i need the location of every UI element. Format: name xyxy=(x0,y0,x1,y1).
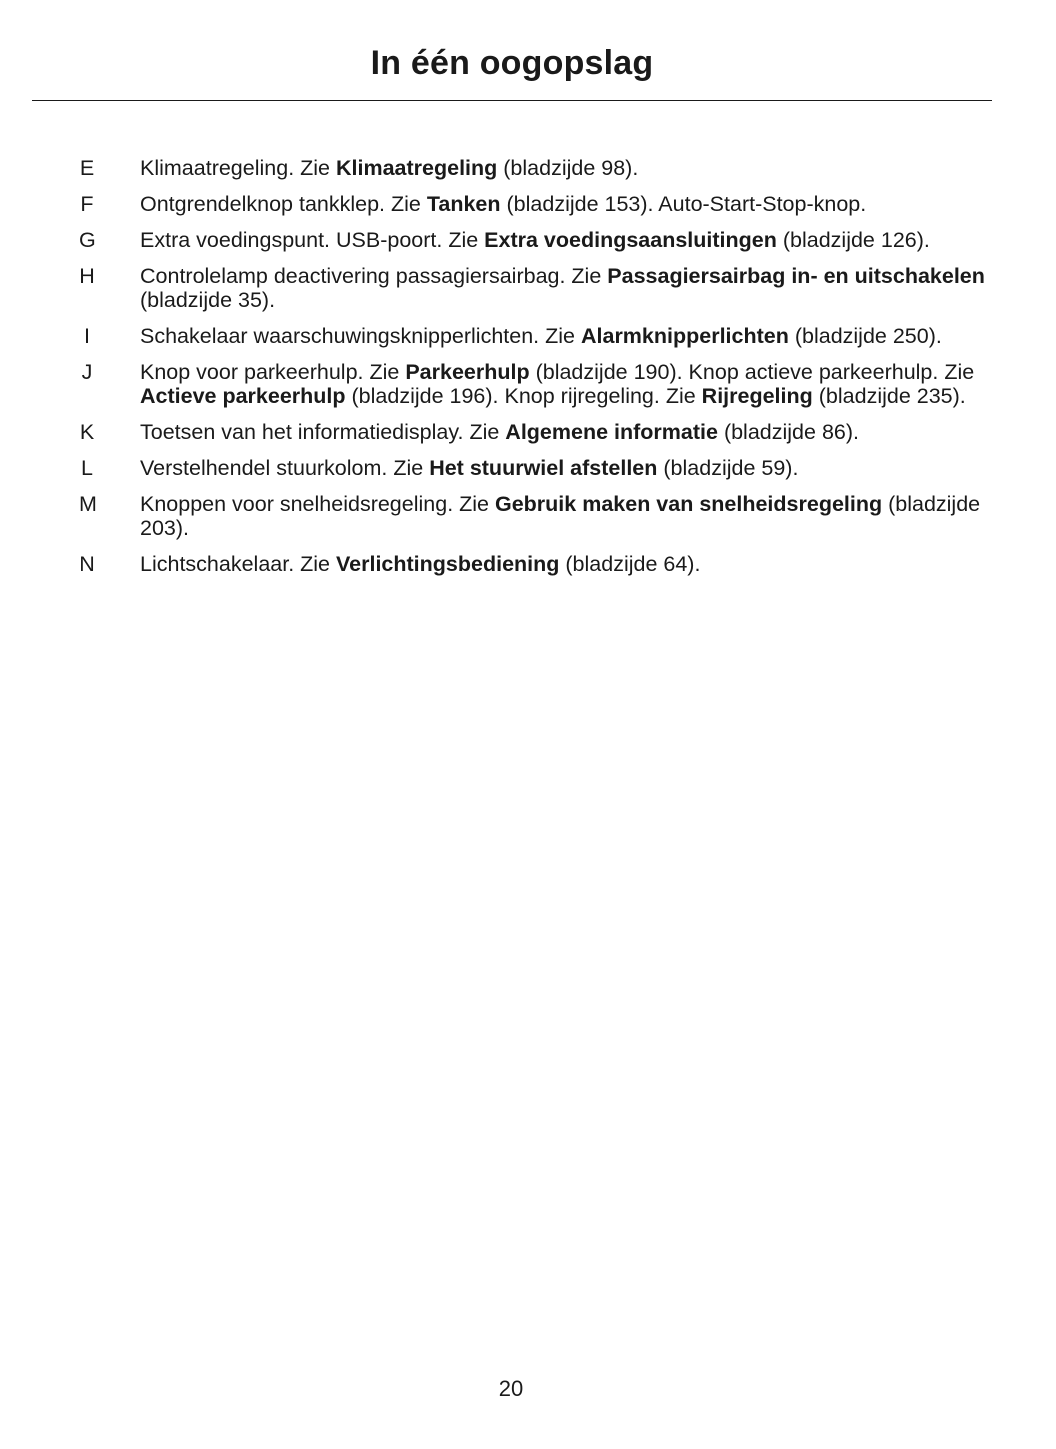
legend-description xyxy=(140,360,990,408)
legend-description xyxy=(140,228,990,252)
cross-reference-title: Het stuurwiel afstellen xyxy=(429,456,658,480)
legend-description xyxy=(140,492,990,540)
description-text: (bladzijde 190). Knop actieve parkeerhulp. Zie xyxy=(529,360,975,384)
legend-item xyxy=(0,456,1000,480)
cross-reference-title: Gebruik maken van snelheidsregeling xyxy=(494,492,883,516)
cross-reference-title: Rijregeling xyxy=(701,384,813,408)
title-divider xyxy=(32,100,992,101)
legend-description xyxy=(140,552,990,576)
legend-letter: I xyxy=(84,324,90,348)
legend-description xyxy=(140,156,990,180)
legend-letter: E xyxy=(79,156,95,180)
description-text: Schakelaar waarschuwingsknipperlichten. Zie xyxy=(140,324,581,348)
cross-reference-title: Alarmknipperlichten xyxy=(580,324,789,348)
description-text: (bladzijde 35). xyxy=(140,288,276,312)
legend-letter: N xyxy=(79,552,95,576)
description-text: (bladzijde 86). xyxy=(717,420,859,444)
description-text: (bladzijde 64). xyxy=(559,552,701,576)
cross-reference-title: Klimaatregeling xyxy=(335,156,498,180)
cross-reference-title: Algemene informatie xyxy=(505,420,718,444)
legend-letter: K xyxy=(79,420,95,444)
cross-reference-title: Tanken xyxy=(426,192,501,216)
description-text: Verstelhendel stuurkolom. Zie xyxy=(140,456,430,480)
cross-reference-title: Passagiersairbag in- en uitschakelen xyxy=(607,264,985,288)
description-text: (bladzijde 235). xyxy=(812,384,966,408)
description-text: Toetsen van het informatiedisplay. Zie xyxy=(140,420,506,444)
legend-item xyxy=(0,552,1000,576)
page-title: In één oogopslag xyxy=(370,44,654,82)
legend-letter: H xyxy=(79,264,95,288)
legend-item xyxy=(0,492,1000,540)
legend-list xyxy=(0,156,1000,588)
legend-item xyxy=(0,420,1000,444)
legend-description xyxy=(140,324,990,348)
description-text: Knop voor parkeerhulp. Zie xyxy=(140,360,406,384)
cross-reference-title: Actieve parkeerhulp xyxy=(140,384,346,408)
legend-item xyxy=(0,324,1000,348)
description-text: (bladzijde 153). Auto-Start-Stop-knop. xyxy=(500,192,867,216)
description-text: Knoppen voor snelheidsregeling. Zie xyxy=(140,492,495,516)
legend-item xyxy=(0,360,1000,408)
description-text: (bladzijde 250). xyxy=(788,324,942,348)
legend-item xyxy=(0,192,1000,216)
legend-description xyxy=(140,264,990,312)
description-text: Lichtschakelaar. Zie xyxy=(140,552,336,576)
legend-letter: F xyxy=(80,192,94,216)
description-text: (bladzijde 126). xyxy=(776,228,930,252)
page-number: 20 xyxy=(498,1376,524,1401)
description-text: Ontgrendelknop tankklep. Zie xyxy=(140,192,427,216)
legend-item xyxy=(0,228,1000,252)
legend-letter: M xyxy=(79,492,97,516)
legend-description xyxy=(140,420,990,444)
legend-description xyxy=(140,456,990,480)
description-text: (bladzijde 196). Knop rijregeling. Zie xyxy=(345,384,702,408)
cross-reference-title: Extra voedingsaansluitingen xyxy=(484,228,777,252)
legend-letter: L xyxy=(81,456,93,480)
description-text: (bladzijde 203). xyxy=(140,492,981,540)
legend-item xyxy=(0,156,1000,180)
cross-reference-title: Parkeerhulp xyxy=(405,360,530,384)
legend-letter: J xyxy=(81,360,93,384)
legend-letter: G xyxy=(79,228,96,252)
legend-item xyxy=(0,264,1000,312)
legend-description xyxy=(140,192,990,216)
description-text: Extra voedingspunt. USB-poort. Zie xyxy=(140,228,485,252)
description-text: Controlelamp deactivering passagiersairbag. Zie xyxy=(140,264,608,288)
description-text: (bladzijde 59). xyxy=(657,456,799,480)
description-text: Klimaatregeling. Zie xyxy=(140,156,336,180)
description-text: (bladzijde 98). xyxy=(497,156,639,180)
cross-reference-title: Verlichtingsbediening xyxy=(336,552,560,576)
